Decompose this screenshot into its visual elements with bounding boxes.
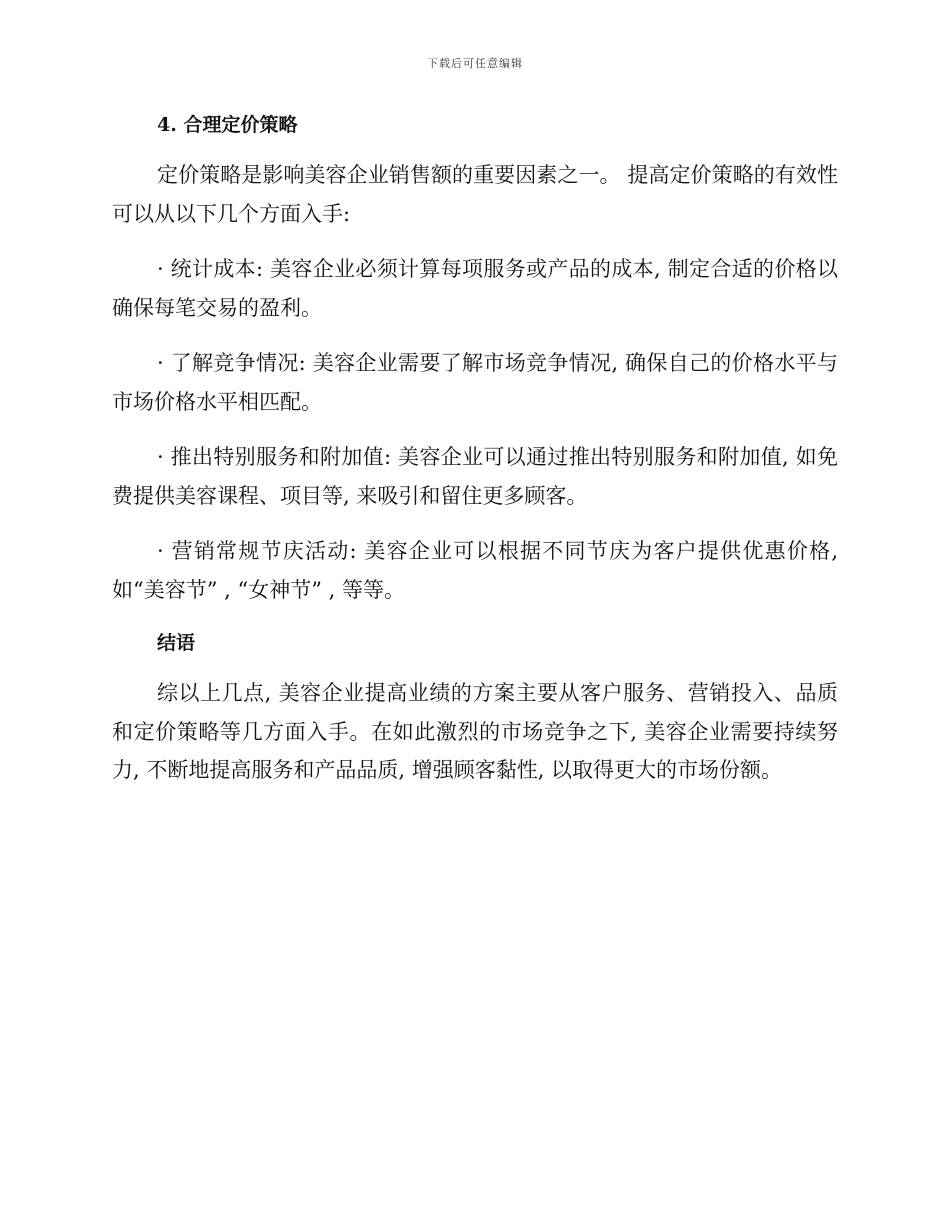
bullet-special-services: · 推出特别服务和附加值: 美容企业可以通过推出特别服务和附加值, 如免费提供美容课程、项目等, 来吸引和留住更多顾客。	[112, 445, 838, 508]
bullet-competition: · 了解竞争情况: 美容企业需要了解市场竞争情况, 确保自己的价格水平与市场价格水平相匹配。	[112, 351, 838, 414]
page-header: 下载后可任意编辑	[427, 57, 523, 70]
document-body	[112, 108, 838, 807]
bullet-cost-statistics: · 统计成本: 美容企业必须计算每项服务或产品的成本, 制定合适的价格以确保每笔交易的盈利。	[112, 257, 838, 320]
conclusion-heading: 结语	[157, 632, 196, 654]
bullet-festival-marketing: · 营销常规节庆活动: 美容企业可以根据不同节庆为客户提供优惠价格, 如“美容节” , “女神节” , 等等。	[112, 539, 838, 602]
section-heading-pricing: 4. 合理定价策略	[157, 114, 298, 136]
conclusion-paragraph: 综以上几点, 美容企业提高业绩的方案主要从客户服务、营销投入、品质和定价策略等几方面入手。在如此激烈的市场竞争之下, 美容企业需要持续努力, 不断地提高服务和产品品质, 增强顾客黏性, 以取得更大的市场份额。	[112, 681, 838, 782]
section-intro-paragraph: 定价策略是影响美容企业销售额的重要因素之一。 提高定价策略的有效性可以从以下几个方面入手:	[112, 163, 838, 226]
